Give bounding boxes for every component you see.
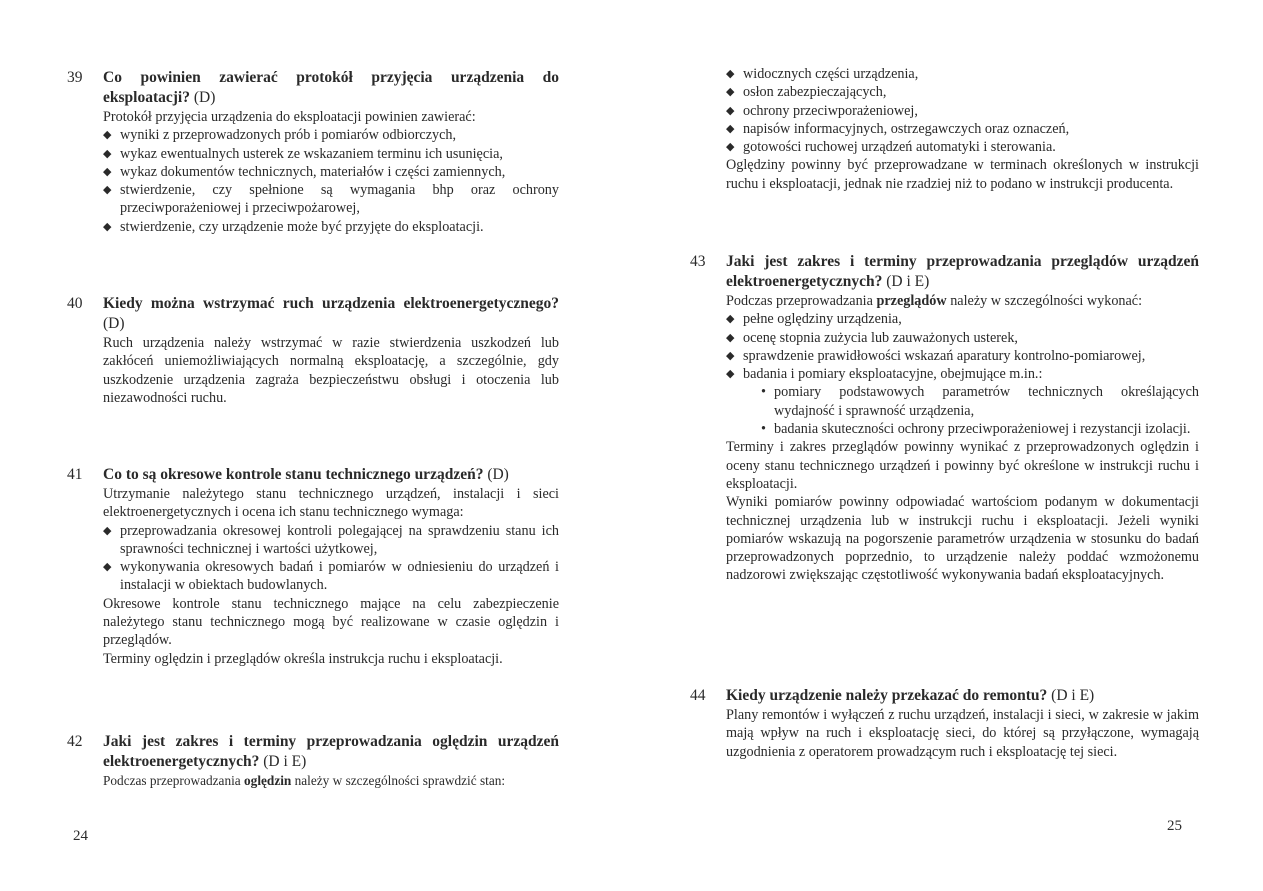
page-number: 25 [1167, 818, 1182, 834]
answer-intro: Podczas przeprowadzania oględzin należy w szczególności sprawdzić stan: [103, 773, 506, 788]
question-title: Co to są okresowe kontrole stanu technicznego urządzeń? [103, 466, 484, 483]
answer-paragraph: Terminy oględzin i przeglądów określa instrukcja ruchu i eksploatacji. [103, 650, 503, 667]
answer-intro: Utrzymanie należytego stanu technicznego urządzeń, instalacji i sieci elektroenergetycznych i ocena ich stanu technicznego wymaga: [103, 486, 559, 521]
list-item: ◆ wyniki z przeprowadzonych prób i pomiarów odbiorczych, [103, 126, 559, 144]
question-number: 42 [67, 733, 83, 750]
list-item: ◆ przeprowadzania okresowej kontroli polegającej na sprawdzeniu stanu ich sprawności technicznej i wartości użytkowej, [103, 522, 559, 559]
question-qualifier: (D i E) [886, 273, 930, 290]
list-item: ◆ stwierdzenie, czy spełnione są wymagania bhp oraz ochrony przeciwporażeniowej i przeciwpożarowej, [103, 181, 559, 218]
question-number: 41 [67, 466, 83, 483]
sub-bullet-list [743, 383, 1199, 438]
question-title: Jaki jest zakres i terminy przeprowadzania oględzin urządzeń elektroenergetycznych? [103, 733, 559, 770]
page-number: 24 [73, 828, 88, 844]
list-item: ◆ napisów informacyjnych, ostrzegawczych oraz oznaczeń, [726, 120, 1199, 138]
question-number: 44 [690, 687, 706, 704]
question-43 [690, 252, 1199, 585]
answer-intro: Protokół przyjęcia urządzenia do eksploatacji powinien zawierać: [103, 109, 476, 125]
emphasis-term: oględzin [244, 773, 292, 788]
answer-intro: Podczas przeprowadzania przeglądów należy w szczególności wykonać: [726, 293, 1143, 309]
question-44 [690, 686, 1199, 761]
question-42-continuation [726, 65, 1199, 193]
question-40 [67, 294, 559, 407]
answer-paragraph: Terminy i zakres przeglądów powinny wynikać z przeprowadzonych oględzin i oceny stanu technicznego urządzeń i powinny być określone w instrukcji ruchu i eksploatacji. [726, 439, 1199, 492]
question-title: Jaki jest zakres i terminy przeprowadzania przeglądów urządzeń elektroenergetycznych? [726, 253, 1199, 290]
question-qualifier: (D i E) [1051, 687, 1095, 704]
list-item: ◆ gotowości ruchowej urządzeń automatyki i sterowania. [726, 138, 1199, 156]
question-qualifier: (D) [103, 315, 125, 332]
answer-paragraph: Wyniki pomiarów powinny odpowiadać wartościom podanym w dokumentacji technicznej urządzenia lub w instrukcji ruchu i eksploatacji. Jeżeli wyniki pomiarów wskazują na pogorszenie parametrów urządzenia w stosunku do badań przeprowadzonych poprzednio, to urządzenie należy poddać wzmożonemu nadzorowi zwiększając częstotliwość wykonywania badań eksploatacyjnych. [726, 494, 1199, 584]
list-item: ◆ widocznych części urządzenia, [726, 65, 1199, 83]
question-number: 40 [67, 295, 83, 312]
bullet-list [726, 310, 1199, 438]
list-item: ◆ badania i pomiary eksploatacyjne, obejmujące m.in.: • pomiary podstawowych parametrów technicznych określających wydajność i sprawność urządzenia, • badania skuteczności ochrony przeciwporażeniowej i rezystancji izolacji. [726, 365, 1199, 438]
list-item: ◆ sprawdzenie prawidłowości wskazań aparatury kontrolno-pomiarowej, [726, 347, 1199, 365]
answer-paragraph: Okresowe kontrole stanu technicznego mające na celu zabezpieczenie należytego stanu technicznego mogą być realizowane w czasie oględzin i przeglądów. [103, 595, 559, 649]
list-item: ◆ osłon zabezpieczających, [726, 83, 1199, 101]
question-number: 43 [690, 253, 706, 270]
question-42 [67, 732, 559, 790]
list-item: ◆ wykaz dokumentów technicznych, materiałów i części zamiennych, [103, 163, 559, 181]
bullet-list [103, 126, 559, 236]
answer-paragraph: Oględziny powinny być przeprowadzane w terminach określonych w instrukcji ruchu i eksploatacji, jednak nie rzadziej niż to podano w instrukcji producenta. [726, 157, 1199, 192]
list-item: ◆ wykaz ewentualnych usterek ze wskazaniem terminu ich usunięcia, [103, 145, 559, 163]
list-item: ◆ stwierdzenie, czy urządzenie może być przyjęte do eksploatacji. [103, 218, 559, 236]
question-41 [67, 465, 559, 668]
question-title: Kiedy urządzenie należy przekazać do remontu? [726, 687, 1048, 704]
question-qualifier: (D) [487, 466, 509, 483]
list-item: ◆ ochrony przeciwporażeniowej, [726, 102, 1199, 120]
question-qualifier: (D) [193, 89, 216, 106]
sub-list-item: • badania skuteczności ochrony przeciwporażeniowej i rezystancji izolacji. [760, 420, 1199, 438]
list-item: ◆ pełne oględziny urządzenia, [726, 310, 1199, 328]
sub-list-item: • pomiary podstawowych parametrów technicznych określających wydajność i sprawność urządzenia, [760, 383, 1199, 420]
question-title: Co powinien zawierać protokół przyjęcia urządzenia do eksploatacji? [103, 69, 559, 106]
list-item: ◆ wykonywania okresowych badań i pomiarów w odniesieniu do urządzeń i instalacji w obiektach budowlanych. [103, 558, 559, 595]
answer-text: Plany remontów i wyłączeń z ruchu urządzeń, instalacji i sieci, w zakresie w jakim mają wpływ na ruch i eksploatację sieci, do której są przyłączone, wymagają uzgodnienia z operatorem prowadzącym ruch i eksploatację tej sieci. [726, 707, 1199, 760]
emphasis-term: przeglądów [876, 293, 947, 309]
bullet-list [726, 65, 1199, 156]
question-title: Kiedy można wstrzymać ruch urządzenia elektroenergetycznego? [103, 295, 559, 312]
question-qualifier: (D i E) [263, 753, 307, 770]
answer-text: Ruch urządzenia należy wstrzymać w razie stwierdzenia uszkodzeń lub zakłóceń uniemożliwiających normalną eksploatację, a szczególnie, gdy uszkodzenie urządzenia zagraża bezpieczeństwu obsługi i otoczenia lub niezawodności ruchu. [103, 335, 559, 406]
bullet-list [103, 522, 559, 595]
list-item: ◆ ocenę stopnia zużycia lub zauważonych usterek, [726, 329, 1199, 347]
question-number: 39 [67, 69, 83, 86]
question-39 [67, 68, 559, 236]
